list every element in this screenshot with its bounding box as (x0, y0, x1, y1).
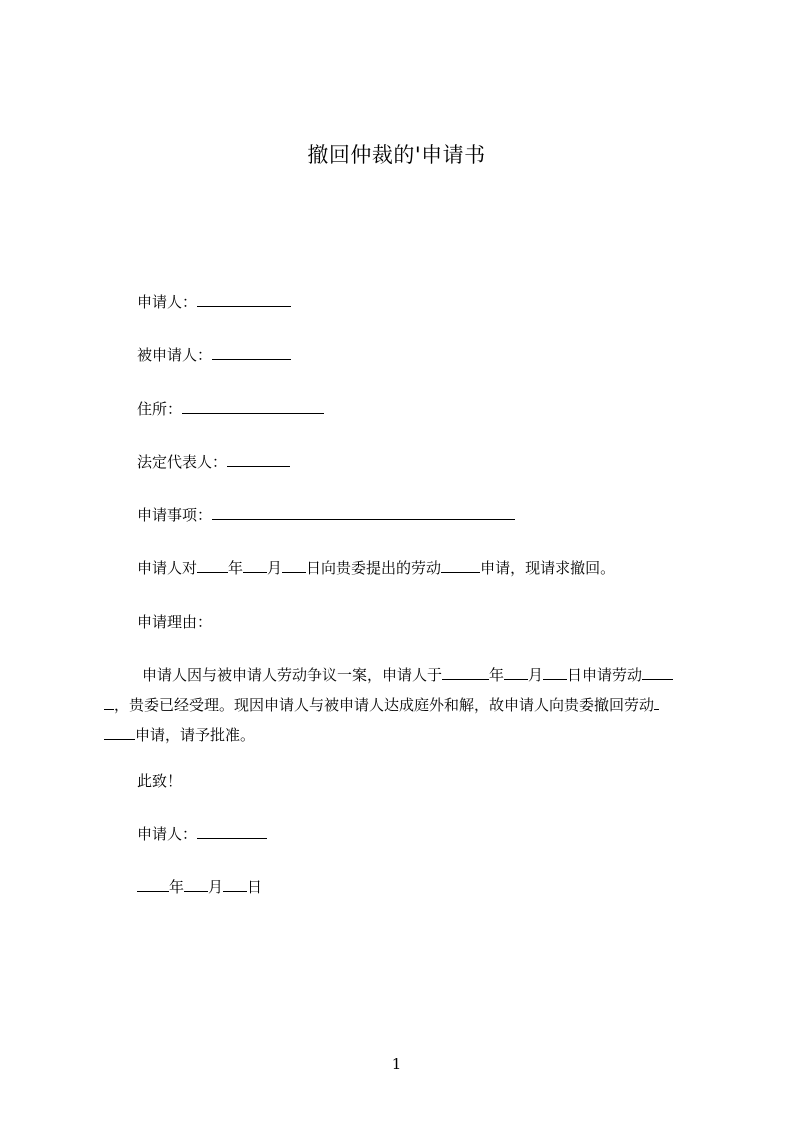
matter-label: 申请事项： (137, 506, 213, 524)
statement-line (137, 557, 615, 579)
reason-type-blank-a[interactable] (642, 665, 673, 680)
reason-month-label: 月 (528, 666, 544, 684)
applicant-line (137, 291, 291, 313)
legal-rep-blank[interactable] (227, 452, 290, 467)
reason-month-blank[interactable] (504, 665, 528, 680)
statement-text-1: 申请人对 (137, 559, 198, 577)
legal-rep-label: 法定代表人： (137, 453, 228, 471)
date-day-blank[interactable] (223, 877, 247, 892)
reason-label: 申请理由： (137, 613, 213, 631)
statement-month-blank[interactable] (243, 558, 267, 573)
date-line (137, 876, 262, 898)
document-title: 撤回仲裁的'申请书 (307, 143, 486, 167)
reason-text-3: ，贵委已经受理。现因申请人与被申请人达成庭外和解，故申请人向贵委撤回劳动 (114, 696, 655, 714)
statement-month-label: 月 (267, 559, 283, 577)
address-blank[interactable] (182, 399, 324, 414)
statement-type-blank[interactable] (441, 558, 480, 573)
reason-line-3 (104, 720, 704, 750)
statement-text-3: 申请，现请求撤回。 (480, 559, 616, 577)
reason-withdraw-blank-b[interactable] (104, 725, 135, 740)
reason-paragraph (104, 660, 704, 750)
respondent-blank[interactable] (212, 345, 291, 360)
signature-blank[interactable] (197, 824, 267, 839)
reason-text-1: 申请人因与被申请人劳动争议一案，申请人于 (142, 666, 443, 684)
reason-year-label: 年 (489, 666, 505, 684)
address-label: 住所： (137, 400, 183, 418)
signature-label: 申请人： (137, 825, 198, 843)
matter-blank[interactable] (212, 505, 515, 520)
reason-line-1 (104, 660, 704, 690)
statement-day-blank[interactable] (282, 558, 306, 573)
statement-year-label: 年 (228, 559, 244, 577)
reason-line-2 (104, 690, 704, 720)
address-line (137, 398, 324, 420)
statement-year-blank[interactable] (197, 558, 228, 573)
date-day-label: 日 (247, 878, 263, 896)
reason-withdraw-blank-a[interactable] (654, 695, 659, 710)
date-month-label: 月 (208, 878, 224, 896)
reason-type-blank-b[interactable] (104, 695, 114, 710)
signature-line (137, 823, 267, 845)
respondent-line (137, 344, 291, 366)
matter-line (137, 504, 515, 526)
applicant-blank[interactable] (197, 292, 291, 307)
legal-rep-line (137, 451, 290, 473)
reason-text-2: 日申请劳动 (567, 666, 643, 684)
applicant-label: 申请人： (137, 293, 198, 311)
reason-text-4: 申请，请予批准。 (135, 726, 256, 744)
statement-text-2: 日向贵委提出的劳动 (306, 559, 442, 577)
closing-text: 此致！ (137, 772, 183, 790)
date-year-blank[interactable] (137, 877, 169, 892)
date-year-label: 年 (169, 878, 185, 896)
respondent-label: 被申请人： (137, 346, 213, 364)
reason-year-blank[interactable] (442, 665, 489, 680)
reason-day-blank[interactable] (543, 665, 567, 680)
date-month-blank[interactable] (184, 877, 208, 892)
page-number: 1 (391, 1055, 402, 1073)
